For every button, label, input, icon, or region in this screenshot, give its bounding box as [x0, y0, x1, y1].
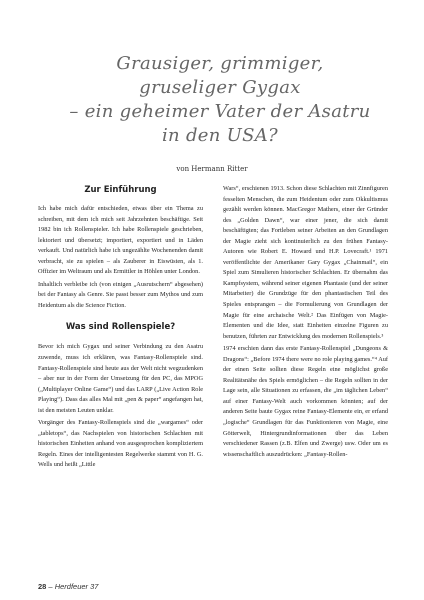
body-paragraph: Ich habe mich dafür entschieden, etwas über ein Thema zu schreiben, mit dem ich mich seit Jahrzehnten beschäftige. Seit 1982 bin ich Rollenspieler. Ich habe Rollenspiele geschrieben, lektoriert und übersetzt; importiert, exportiert und in Läden verkauft. Und natürlich habe ich ungezählte Wochenenden damit verbracht, sie zu spielen – als Zauberer in Eiswüsten, als 1. Offizier im Weltraum und als Ermittler in Höhlen unter London.	[38, 205, 203, 276]
publication-name: Herdfeuer 37	[54, 582, 99, 591]
page-number: 28	[38, 582, 47, 591]
body-paragraph: Wars“, erschienen 1913. Schon diese Schlachten mit Zinnfiguren fesselten Menschen, die zum Heidentum oder zum Okkultismus gezählt werden können. MacGregor Mathers, einer der Gründer des „Golden Dawn“, war einer jener, die sich damit beschäftigten; das Fortleben seiner Arbeiten an den Grundlagen der Magie zieht sich kontinuierlich zu den frühen Fantasy-Autoren wie Robert E. Howard und H.P. Lovecraft.¹ 1971 veröffentlichte der Amerikaner Gary Gygax „Chainmail“, ein Spiel zum Simulieren historischer Schlachten. Er übernahm das Kampfsystem, während seiner eigenen Phantasie (und der seiner Mitarbeiter) die Grundzüge für den phantastischen Teil des Spieles entsprangen – die Formulierung von Grundlagen der Magie für eine archaische Welt.² Das Einfügen von Magie-Elementen und die Idee, statt Einheiten einzelne Figuren zu benutzen, führten zur Entwicklung des modernen Rollenspiels.³	[223, 185, 388, 340]
title-line-1: Grausiger, grimmiger,	[116, 53, 324, 74]
title-line-4: in den USA?	[161, 125, 278, 146]
title-line-3: – ein geheimer Vater der Asatru	[69, 101, 371, 122]
body-paragraph: 1974 erschien dann das erste Fantasy-Rollenspiel „Dungeons & Dragons“: „Before 1974 there were no role playing games.“⁴ Auf der einen Seite sollten diese Regeln eine möglichst große Realitätsnähe des Spiels ermöglichen – die Regeln sollten in der Lage sein, alle Situationen zu erfassen, die „im täglichen Leben“ auf einer Fantasy-Welt auch vorkommen könnten; auf der anderen Seite baute Gygax reine Fantasy-Elemente ein, er erfand „logische“ Grundlagen für das Funktionieren von Magie, eine Götterwelt, Hintergrundinformationen über das Leben verschiedener Rassen (z.B. Elfen und Zwerge) usw. Oder um es wissenschaftlich auszudrücken: „Fantasy-Rollen-	[223, 345, 388, 458]
footer-separator: –	[46, 582, 55, 591]
article-title	[60, 52, 380, 148]
body-paragraph: Inhaltlich verbleibe ich (von einigen „Ausrutschern“ abgesehen) bei der Fantasy als Genre. Sie passt besser zum Mythos und zum Heidentum als die Science Fiction.	[38, 280, 203, 309]
page-footer	[38, 582, 98, 591]
right-column	[223, 184, 388, 462]
section-heading-what-are-rpgs: Was sind Rollenspiele?	[65, 322, 176, 333]
body-paragraph: Bevor ich mich Gygax und seiner Verbindung zu den Asatru zuwende, muss ich erklären, was Fantasy-Rollenspiele sind. Fantasy-Rollenspiele sind heute aus der Welt nicht wegzudenken – aber nur in der Form der Umsetzung für den PC, das MPOG („Multiplayer Online Game“) und das LARP („Live Action Role Playing“). Dass das alles Mal mit „pen & paper“ angefangen hat, ist den meisten Leuten unklar.	[38, 343, 203, 414]
left-column	[38, 184, 203, 473]
body-paragraph: Vorgänger des Fantasy-Rollenspiels sind die „wargames“ oder „tabletops“, das Nachspielen von historischen Schlachten mit historischen Einheiten anhand von ausgesprochen kompliziertem Regeln. Eines der intelligentesten Regelwerke stammt von H. G. Wells und heißt „Little	[38, 419, 203, 469]
section-heading-introduction: Zur Einführung	[84, 185, 157, 195]
title-line-2: gruseliger Gygax	[139, 77, 301, 98]
author-byline: von Hermann Ritter	[176, 165, 248, 173]
